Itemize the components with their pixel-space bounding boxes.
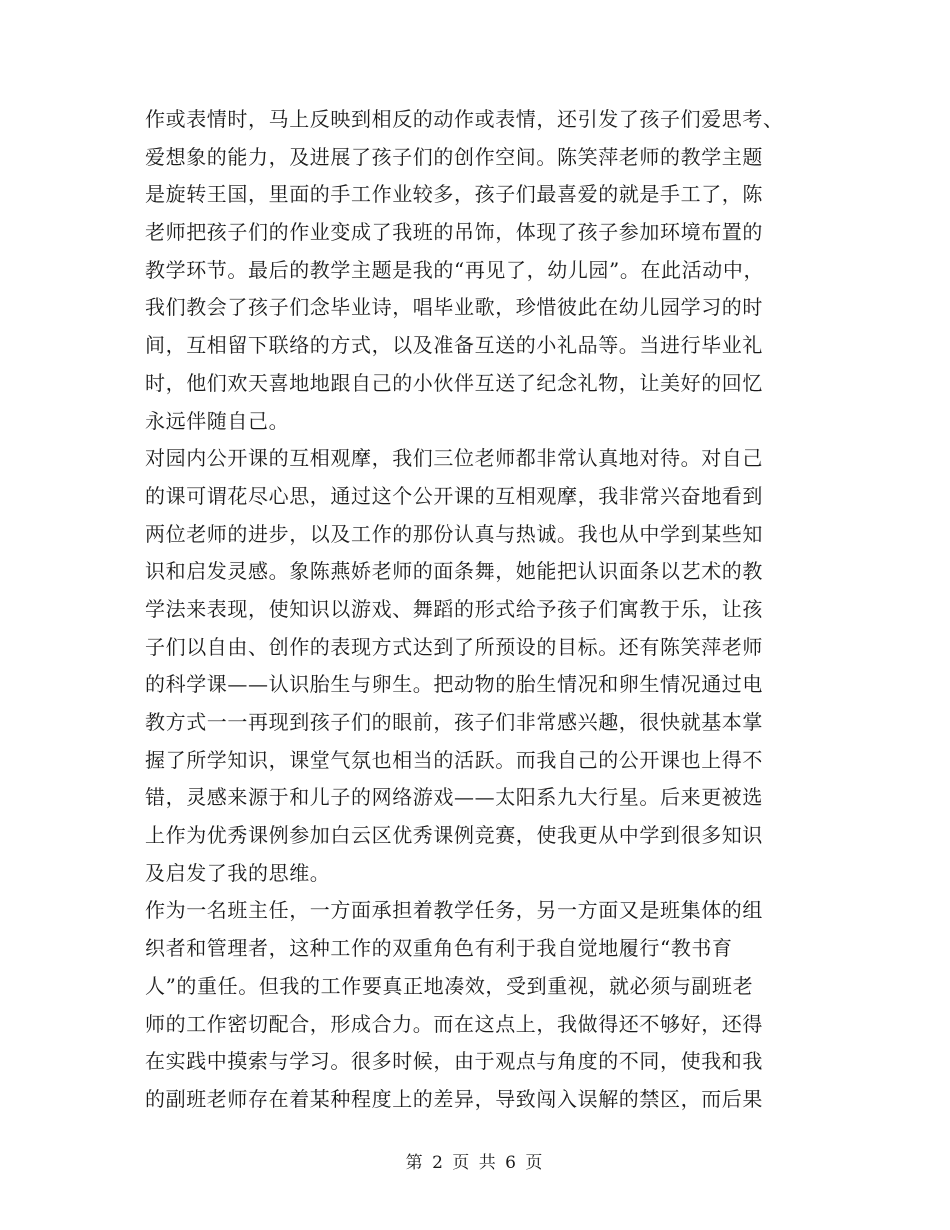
- text-line: 上作为优秀课例参加白云区优秀课例竞赛，使我更从中学到很多知识: [145, 823, 763, 848]
- text-line: 教方式一一再现到孩子们的眼前，孩子们非常感兴趣，很快就基本掌: [145, 710, 763, 734]
- text-line: 识和启发灵感。象陈燕娇老师的面条舞，她能把认识面条以艺术的教: [145, 559, 763, 584]
- text-line: 织者和管理者，这种工作的双重角色有利于我自觉地履行“教书育: [145, 936, 733, 961]
- text-line: 两位老师的进步，以及工作的那份认真与热诚。我也从中学到某些知: [145, 521, 763, 546]
- text-line: 我们教会了孩子们念毕业诗，唱毕业歌，珍惜彼此在幼儿园学习的时: [145, 295, 763, 320]
- text-line: 作为一名班主任，一方面承担着教学任务，另一方面又是班集体的组: [145, 898, 763, 923]
- text-line: 教学环节。最后的教学主题是我的“再见了，幼儿园”。在此活动中，: [145, 257, 765, 282]
- text-line: 作或表情时，马上反映到相反的动作或表情，还引发了孩子们爱思考、: [145, 107, 784, 131]
- text-line: 时，他们欢天喜地地跟自己的小伙伴互送了纪念礼物，让美好的回忆: [145, 370, 763, 395]
- text-line: 及启发了我的思维。: [145, 860, 331, 885]
- text-line: 学法来表现，使知识以游戏、舞蹈的形式给予孩子们寓教于乐，让孩: [145, 596, 763, 621]
- text-line: 是旋转王国，里面的手工作业较多，孩子们最喜爱的就是手工了，陈: [145, 182, 763, 207]
- text-line: 永远伴随自己。: [145, 408, 290, 433]
- page-footer: 第 2 页 共 6 页: [405, 1153, 545, 1173]
- text-line: 人”的重任。但我的工作要真正地凑效，受到重视，就必须与副班老: [145, 973, 754, 998]
- text-line: 错，灵感来源于和儿子的网络游戏——太阳系九大行星。后来更被选: [145, 785, 763, 810]
- text-line: 爱想象的能力，及进展了孩子们的创作空间。陈笑萍老师的教学主题: [145, 144, 763, 169]
- body-text: [145, 101, 805, 1119]
- text-line: 师的工作密切配合，形成合力。而在这点上，我做得还不够好，还得: [145, 1011, 763, 1036]
- text-line: 子们以自由、创作的表现方式达到了所预设的目标。还有陈笑萍老师: [145, 634, 763, 659]
- text-line: 的副班老师存在着某种程度上的差异，导致闯入误解的禁区，而后果: [145, 1086, 763, 1111]
- text-line: 握了所学知识，课堂气氛也相当的活跃。而我自己的公开课也上得不: [145, 747, 763, 772]
- text-line: 的科学课——认识胎生与卵生。把动物的胎生情况和卵生情况通过电: [145, 672, 763, 697]
- text-line: 对园内公开课的互相观摩，我们三位老师都非常认真地对待。对自己: [145, 446, 763, 471]
- text-line: 在实践中摸索与学习。很多时候，由于观点与角度的不同，使我和我: [145, 1049, 763, 1074]
- text-line: 老师把孩子们的作业变成了我班的吊饰，体现了孩子参加环境布置的: [145, 220, 763, 245]
- text-line: 间，互相留下联络的方式，以及准备互送的小礼品等。当进行毕业礼: [145, 333, 763, 358]
- text-line: 的课可谓花尽心思，通过这个公开课的互相观摩，我非常兴奋地看到: [145, 483, 763, 508]
